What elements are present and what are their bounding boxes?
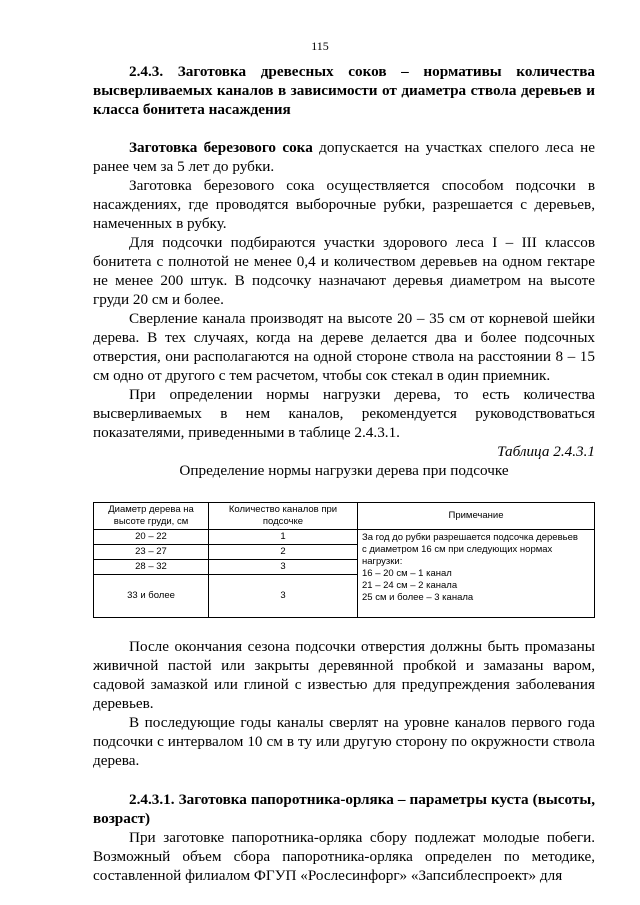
note-line: 21 – 24 см – 2 канала <box>362 580 458 591</box>
paragraph-site-selection: Для подсочки подбираются участки здорового леса I – III классов бонитета с полнотой не менее 0,4 и количеством деревьев на одном гектаре не менее 200 штук. В подсочку назначают деревья диаметром на высоте груди 20 см и более. <box>93 234 595 308</box>
page-number: 115 <box>311 39 329 53</box>
note-line: 16 – 20 см – 1 канал <box>362 568 452 579</box>
page-content <box>93 62 595 885</box>
load-norm-table <box>93 502 595 618</box>
section-heading-2-4-3: 2.4.3. Заготовка древесных соков – нормативы количества высверливаемых каналов в зависимости от диаметра ствола деревьев и класса бонитета насаждения <box>93 63 595 118</box>
cell-channels: 3 <box>209 560 358 575</box>
section-heading-2-4-3-1: 2.4.3.1. Заготовка папоротника-орляка – параметры куста (высоты, возраст) <box>93 791 595 827</box>
header-note: Примечание <box>358 503 595 530</box>
cell-diameter: 23 – 27 <box>94 545 209 560</box>
table-row <box>94 530 595 545</box>
cell-note <box>358 530 595 618</box>
paragraph-drilling: Сверление канала производят на высоте 20 – 35 см от корневой шейки дерева. В тех случаях, когда на дереве делается два и более подсочных отверстия, они располагаются на одной стороне ствола на расстоянии 8 – 15 см одно от другого с тем расчетом, чтобы сок стекал в один приемник. <box>93 310 595 384</box>
table-header-row <box>94 503 595 530</box>
cell-diameter: 33 и более <box>94 575 209 618</box>
header-diameter: Диаметр дерева на высоте груди, см <box>94 503 209 530</box>
paragraph-tapping-method: Заготовка березового сока осуществляется способом подсочки в насаждениях, где проводятся выборочные рубки, разрешается с деревьев, намеченных в рубку. <box>93 177 595 232</box>
paragraph-birch-sap-intro <box>93 138 595 176</box>
cell-diameter: 20 – 22 <box>94 530 209 545</box>
paragraph-fern-harvest: При заготовке папоротника-орляка сбору подлежат молодые побеги. Возможный объем сбора папоротника-орляка определен по методике, составленной филиалом ФГУП «Рослесинфорг» «Запсиблеспроект» для <box>93 829 595 884</box>
note-line: За год до рубки разрешается подсочка деревьев <box>362 532 578 543</box>
note-line: 25 см и более – 3 канала <box>362 592 474 603</box>
table-title: Определение нормы нагрузки дерева при подсочке <box>179 462 509 479</box>
paragraph-text: допускается на участках спелого леса не ранее чем за 5 лет до рубки. <box>93 139 595 175</box>
cell-diameter: 28 – 32 <box>94 560 209 575</box>
bold-term-birch-sap: Заготовка березового сока <box>129 139 313 156</box>
cell-channels: 3 <box>209 575 358 618</box>
paragraph-load-norm: При определении нормы нагрузки дерева, то есть количества высверливаемых в нем каналов, рекомендуется руководствоваться показателями, приведенными в таблице 2.4.3.1. <box>93 386 595 441</box>
header-channels: Количество каналов при подсочке <box>209 503 358 530</box>
paragraph-after-season: После окончания сезона подсочки отверстия должны быть промазаны живичной пастой или закрыты деревянной пробкой и замазаны варом, садовой замазкой или глиной с известью для предупреждения заболевания деревьев. <box>93 638 595 712</box>
note-line: с диаметром 16 см при следующих нормах <box>362 544 553 555</box>
note-line: нагрузки: <box>362 556 403 567</box>
cell-channels: 1 <box>209 530 358 545</box>
paragraph-following-years: В последующие годы каналы сверлят на уровне каналов первого года подсочки с интервалом 10 см в ту или другую сторону по окружности ствола дерева. <box>93 714 595 769</box>
table-label: Таблица 2.4.3.1 <box>497 443 595 460</box>
cell-channels: 2 <box>209 545 358 560</box>
